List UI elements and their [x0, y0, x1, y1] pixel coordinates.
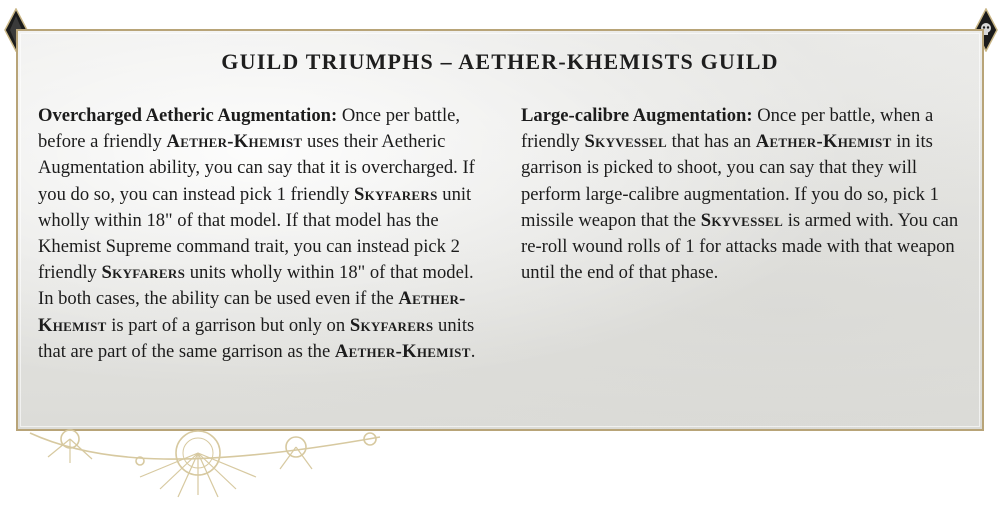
keyword: Skyvessel [584, 131, 667, 153]
rule-text: Once per battle, when a friendly [521, 105, 934, 153]
rule-text: Once per battle, before a friendly [38, 105, 461, 153]
keyword: Aether-Khemist [166, 131, 303, 153]
keyword: Skyfarers [101, 262, 186, 284]
rule-text: unit wholly within 18" of that model. If that model has the Khemist Supreme command trait, you can instead pick 2 friendly [38, 183, 472, 284]
sunburst-orbit-ornament [20, 425, 400, 501]
rule-text: in its garrison is picked to shoot, you can say that they will perform large-calibre augmentation. If you do so, pick 1 missile weapon that the [521, 131, 939, 231]
keyword: Skyfarers [349, 314, 434, 336]
rule-text: units wholly within 18" of that model. In both cases, the ability can be used even if the [38, 262, 474, 310]
keyword: Skyvessel [700, 209, 784, 231]
rule-text: that has an [666, 131, 756, 153]
rule-overcharged-aetheric-augmentation [38, 103, 488, 365]
rule-text: uses their Aetheric Augmentation ability, you can say that it is overcharged. If you do so, you can instead pick 1 friendly [38, 131, 475, 205]
keyword: Aether-Khemist [38, 288, 466, 336]
rule-name: Overcharged Aetheric Augmentation: [38, 105, 338, 126]
rule-text: is part of a garrison but only on [106, 314, 350, 336]
keyword: Aether-Khemist [334, 340, 471, 362]
rule-text: units that are part of the same garrison as the [38, 314, 475, 362]
page-title: GUILD TRIUMPHS – AETHER-KHEMISTS GUILD [221, 49, 779, 74]
rule-text: is armed with. You can re-roll wound rolls of 1 for attacks made with that weapon until the end of that phase. [521, 209, 959, 284]
keyword: Skyfarers [354, 183, 438, 205]
keyword: Aether-Khemist [755, 131, 892, 153]
rule-text: . [470, 340, 476, 362]
rule-name: Large-calibre Augmentation: [521, 105, 753, 126]
rules-panel [16, 29, 984, 431]
rule-large-calibre-augmentation [521, 103, 973, 286]
